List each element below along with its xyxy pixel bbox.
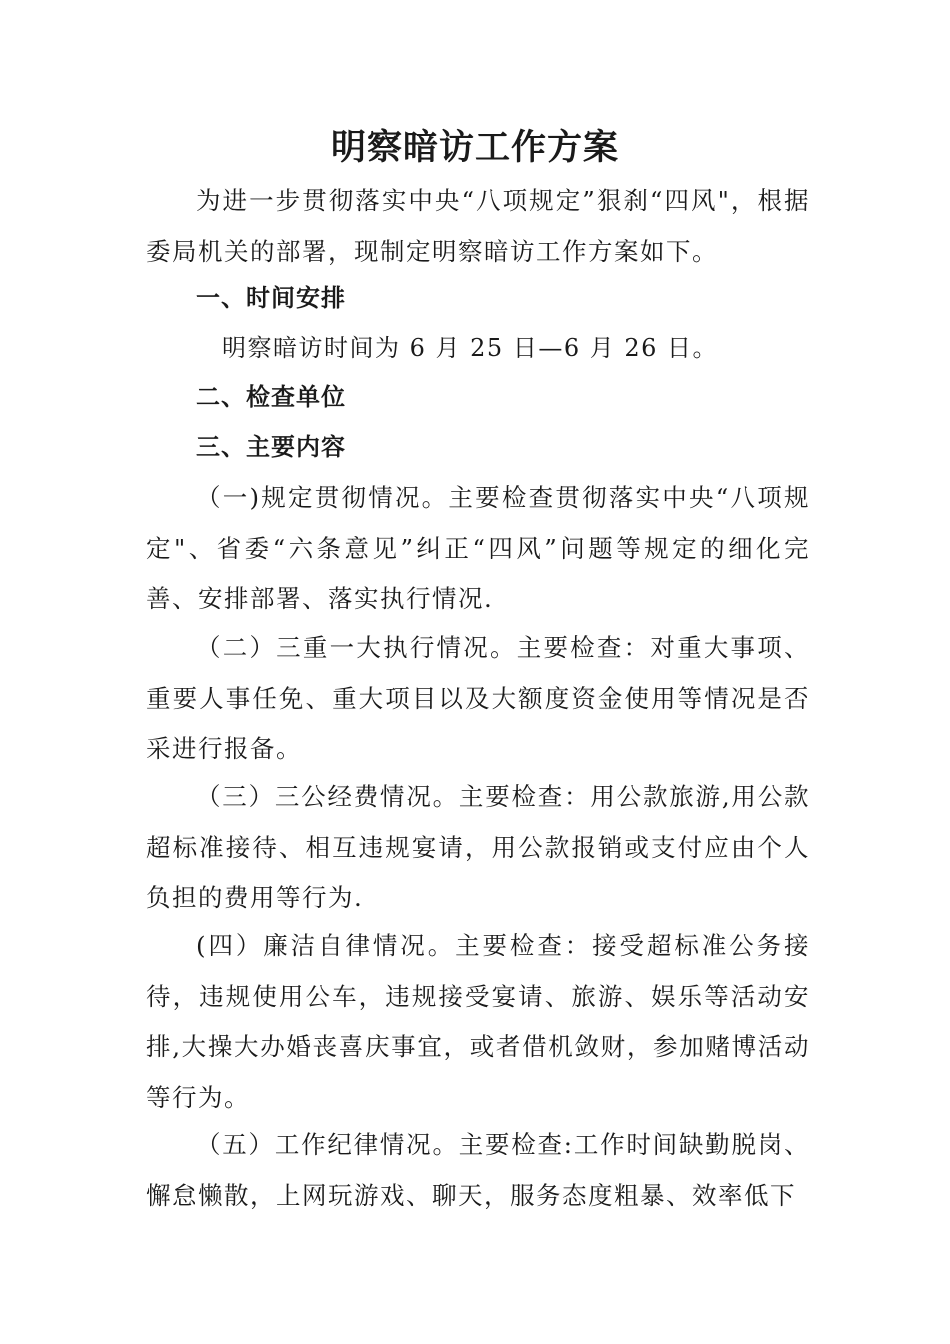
- section-heading-time: 一、时间安排: [196, 284, 346, 312]
- time-arrangement-text: 明察暗访时间为 6 月 25 日—6 月 26 日。: [222, 334, 719, 362]
- content-item-2: （二）三重一大执行情况。主要检查：对重大事项、重要人事任免、重大项目以及大额度资金使用等情况是否采进行报备。: [146, 633, 810, 763]
- section-heading-content: 三、主要内容: [196, 433, 346, 461]
- content-item-5: （五）工作纪律情况。主要检查:工作时间缺勤脱岗、懈怠懒散，上网玩游戏、聊天，服务态度粗暴、效率低下: [146, 1130, 810, 1210]
- section-heading-units: 二、检查单位: [196, 383, 346, 411]
- content-item-4: (四）廉洁自律情况。主要检查：接受超标准公务接待，违规使用公车，违规接受宴请、旅游、娱乐等活动安排,大操大办婚丧喜庆事宜，或者借机敛财，参加赌博活动等行为。: [146, 931, 810, 1112]
- content-item-3: （三）三公经费情况。主要检查：用公款旅游,用公款超标准接待、相互违规宴请，用公款报销或支付应由个人负担的费用等行为.: [146, 782, 810, 912]
- content-item-1: （一)规定贯彻情况。主要检查贯彻落实中央“八项规定"、省委“六条意见”纠正“四风”问题等规定的细化完善、安排部署、落实执行情况.: [146, 483, 810, 613]
- intro-paragraph: 为进一步贯彻落实中央“八项规定”狠刹“四风"，根据委局机关的部署，现制定明察暗访工作方案如下。: [146, 186, 810, 266]
- document-title: 明察暗访工作方案: [330, 127, 619, 168]
